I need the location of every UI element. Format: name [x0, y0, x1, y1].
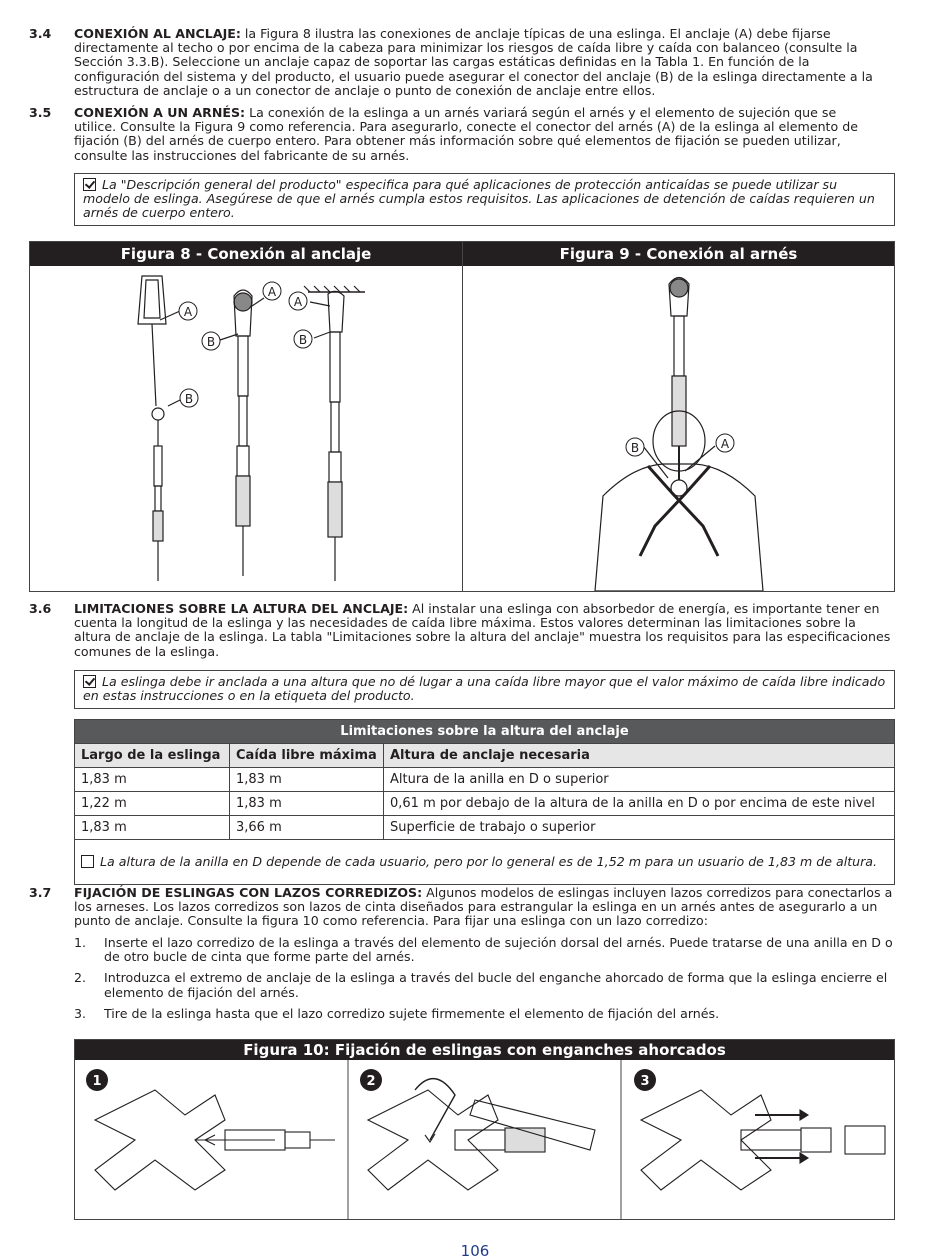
- table-caption: Limitaciones sobre la altura del anclaje: [75, 720, 895, 744]
- step-number: 1.: [74, 935, 87, 950]
- section-heading: CONEXIÓN AL ANCLAJE:: [74, 26, 241, 41]
- section-text: Al instalar una eslinga con absorbedor de energía, es importante tener en cuenta la longitud de la eslinga y las necesidades de caída libre máxima. Estos valores determinan las limitaciones sobre la altura de anclaje de la eslinga. La tabla "Limitaciones sobre la altura del anclaje" muestra los requisitos para las especificaciones comunes de la eslinga.: [74, 601, 891, 659]
- figure-9-illustration: [463, 266, 894, 591]
- section-heading: CONEXIÓN A UN ARNÉS:: [74, 105, 246, 120]
- table-cell: 1,83 m: [75, 816, 230, 840]
- note-text: La eslinga debe ir anclada a una altura que no dé lugar a una caída libre mayor que el valor máximo de caída libre indicado en estas instrucciones o en la etiqueta del producto.: [83, 674, 886, 704]
- table-cell: Superficie de trabajo o superior: [384, 816, 895, 840]
- column-header: Altura de anclaje necesaria: [384, 744, 895, 768]
- section-heading: FIJACIÓN DE ESLINGAS CON LAZOS CORREDIZOS:: [74, 885, 423, 900]
- step-text: Inserte el lazo corredizo de la eslinga a través del elemento de sujeción dorsal del arnés. Puede tratarse de una anilla en D o de otro bucle de cinta que forme parte del arnés.: [104, 935, 893, 965]
- list-item: [74, 971, 895, 999]
- figure-8: [30, 242, 463, 591]
- callout-a: A: [183, 305, 193, 319]
- step-badge: 3: [640, 1074, 650, 1089]
- section-number: 3.6: [29, 601, 52, 616]
- list-item: [74, 1007, 895, 1021]
- figure-8-title: Figura 8 - Conexión al anclaje: [30, 242, 462, 266]
- section-number: 3.7: [29, 885, 52, 900]
- step-number: 3.: [74, 1005, 87, 1021]
- figure-10-illustration: [75, 1060, 894, 1219]
- section-3-5: [29, 106, 895, 163]
- step-number: 2.: [74, 970, 87, 986]
- callout-b: B: [630, 441, 640, 455]
- table-cell: Altura de la anilla en D o superior: [384, 768, 895, 792]
- table-cell: 0,61 m por debajo de la altura de la anilla en D o por encima de este nivel: [384, 792, 895, 816]
- section-text: Algunos modelos de eslingas incluyen lazos corredizos para conectarlos a los arneses. Los lazos corredizos son lazos de cinta diseñados para estrangular la eslinga en un arnés antes de asegurarlo a un punto de anclaje. Consulte la figura 10 como referencia. Para fijar una eslinga con un lazo corredizo:: [74, 885, 893, 929]
- callout-b: B: [184, 392, 194, 406]
- step-text: Introduzca el extremo de anclaje de la eslinga a través del bucle del enganche ahorcado de forma que la eslinga encierre el elemento de fijación del arnés.: [104, 970, 888, 1000]
- table-cell: 3,66 m: [230, 816, 384, 840]
- anchor-height-table: [74, 719, 895, 885]
- callout-a: A: [267, 285, 277, 299]
- callout-b: B: [298, 333, 308, 347]
- section-text: la Figura 8 ilustra las conexiones de anclaje típicas de una eslinga. El anclaje (A) debe fijarse directamente al techo o por encima de la cabeza para minimizar los riesgos de caída libre y caída con balanceo (consulte la Sección 3.3.B). Seleccione un anclaje capaz de soportar las cargas estáticas definidas en la Tabla 1. En función de la configuración del sistema y del producto, el usuario puede asegurar el conector del anclaje (B) de la eslinga directamente a la estructura de anclaje o a un conector de anclaje o punto de conexión de anclaje entre ellos.: [74, 26, 873, 98]
- section-text: La conexión de la eslinga a un arnés variará según el arnés y el elemento de sujeción que se utilice. Consulte la Figura 9 como referencia. Para asegurarlo, conecte el conector del arnés (A) de la eslinga al elemento de fijación (B) del arnés de cuerpo entero. Para obtener más información sobre qué elementos de fijación se pueden utilizar, consulte las instrucciones del fabricante de su arnés.: [74, 105, 858, 163]
- note-anchor-height: [74, 670, 895, 709]
- section-3-4: [29, 27, 895, 98]
- note-harness-requirement: [74, 173, 895, 226]
- checkbox-icon: [81, 855, 94, 868]
- step-text: Tire de la eslinga hasta que el lazo corredizo sujete firmemente el elemento de fijación del arnés.: [104, 1005, 720, 1021]
- table-row: [75, 768, 895, 792]
- table-cell: 1,83 m: [75, 768, 230, 792]
- step-badge: 1: [92, 1074, 102, 1089]
- choker-steps: [74, 936, 895, 1028]
- table-note: La altura de la anilla en D depende de cada usuario, pero por lo general es de 1,52 m para un usuario de 1,83 m de altura.: [100, 854, 878, 869]
- column-header: Caída libre máxima: [230, 744, 384, 768]
- table-cell: 1,22 m: [75, 792, 230, 816]
- figure-9: [463, 242, 894, 591]
- section-3-6: [29, 602, 895, 659]
- table-row: [75, 792, 895, 816]
- column-header: Largo de la eslinga: [75, 744, 230, 768]
- note-text: La "Descripción general del producto" especifica para qué aplicaciones de protección anticaídas se puede utilizar su modelo de eslinga. Asegúrese de que el arnés cumpla estos requisitos. Las aplicaciones de detención de caídas requieren un arnés de cuerpo entero.: [83, 177, 875, 221]
- section-number: 3.5: [29, 105, 52, 120]
- callout-b: B: [206, 335, 216, 349]
- figure-8-illustration: [30, 266, 462, 591]
- section-3-7: [29, 886, 895, 929]
- table-note-row: [75, 840, 895, 885]
- table-row: [75, 816, 895, 840]
- figure-9-title: Figura 9 - Conexión al arnés: [463, 242, 894, 266]
- table-cell: 1,83 m: [230, 768, 384, 792]
- checkbox-icon: [83, 178, 96, 191]
- section-number: 3.4: [29, 26, 52, 41]
- figure-10: [74, 1039, 895, 1220]
- step-badge: 2: [366, 1074, 376, 1089]
- callout-a: A: [293, 295, 303, 309]
- list-item: [74, 936, 895, 964]
- section-heading: LIMITACIONES SOBRE LA ALTURA DEL ANCLAJE:: [74, 601, 409, 616]
- table-cell: 1,83 m: [230, 792, 384, 816]
- callout-a: A: [720, 437, 730, 451]
- checkbox-icon: [83, 675, 96, 688]
- figure-10-title: Figura 10: Fijación de eslingas con enganches ahorcados: [75, 1040, 894, 1060]
- page-number: 106: [460, 1242, 490, 1260]
- figures-8-9: [29, 241, 895, 592]
